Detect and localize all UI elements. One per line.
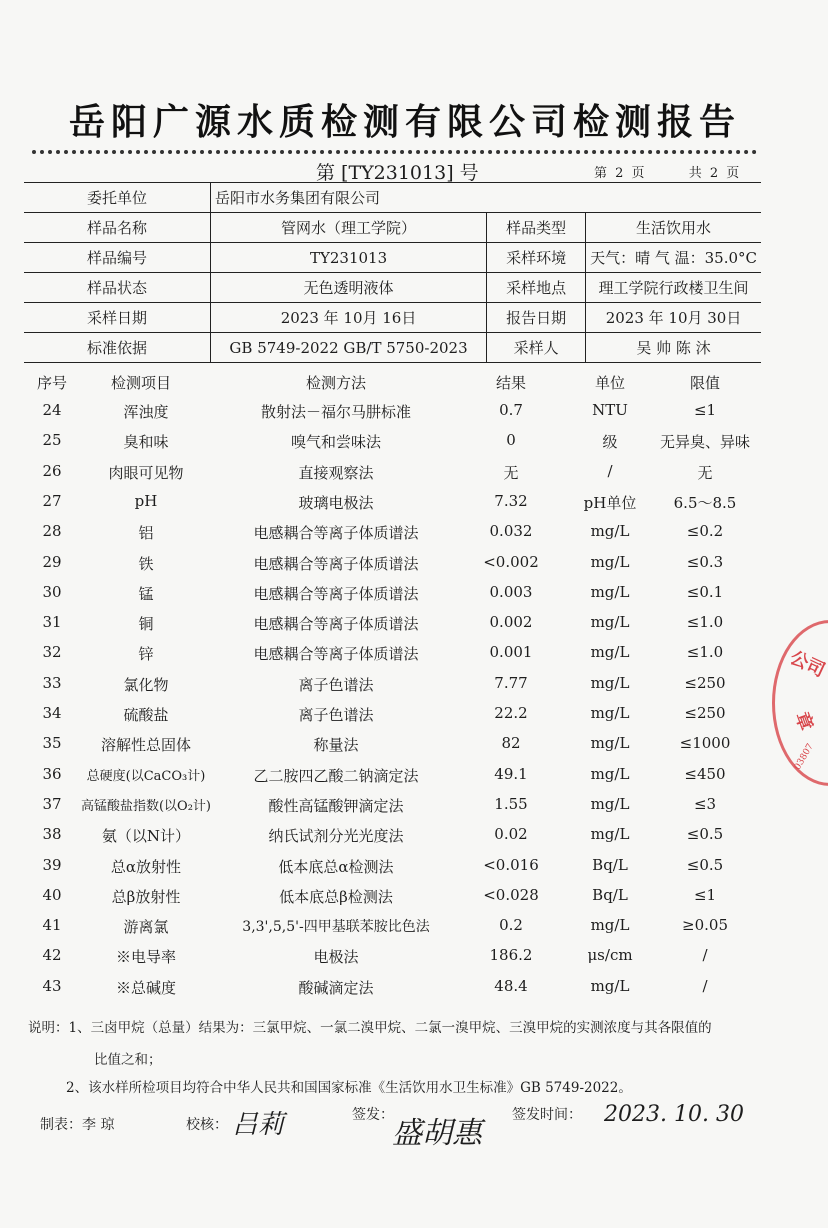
cell-item: 臭和味 (123, 433, 169, 452)
cell-no: 32 (42, 643, 62, 662)
cell-unit: / (607, 461, 613, 480)
cell-limit: ≤3 (693, 794, 717, 813)
total-pages: 共 2 页 (688, 166, 742, 181)
info-row (24, 243, 761, 273)
page-number: 第 2 页 (594, 166, 647, 181)
location-value: 理工学院行政楼卫生间 (586, 273, 761, 303)
cell-result: 48.4 (494, 976, 528, 995)
sampler-value: 吴 帅 陈 沐 (586, 333, 761, 363)
table-row (0, 643, 828, 673)
sample-name-label: 样品名称 (24, 213, 211, 243)
cell-limit: 无异臭、异味 (659, 433, 750, 452)
cell-method: 玻璃电极法 (298, 493, 374, 512)
cell-method: 3,3',5,5'-四甲基联苯胺比色法 (242, 919, 430, 936)
info-row (24, 333, 761, 363)
cell-result: 1.55 (494, 794, 528, 813)
checked-signature: 吕莉 (232, 1110, 285, 1140)
cell-method: 低本底总α检测法 (278, 857, 394, 876)
sample-no-label: 样品编号 (24, 243, 211, 273)
cell-item: 肉眼可见物 (108, 463, 184, 482)
sampler-label: 采样人 (487, 333, 586, 363)
sampling-date-value: 2023 年 10月 16日 (211, 303, 487, 333)
checked-label: 校核： (186, 1117, 228, 1133)
cell-unit: Bq/L (592, 885, 628, 904)
cell-limit: ≤0.2 (686, 522, 724, 541)
cell-unit: mg/L (590, 764, 630, 783)
cell-result: 无 (503, 463, 519, 482)
cell-no: 41 (42, 916, 62, 935)
cell-method: 散射法－福尔马肼标准 (260, 403, 411, 421)
cell-method: 电感耦合等离子体质谱法 (253, 554, 419, 573)
cell-no: 36 (42, 764, 62, 783)
cell-limit: ≤0.1 (686, 582, 724, 601)
report-title: 岳阳广源水质检测有限公司检测报告 (68, 102, 741, 143)
report-date-label: 报告日期 (487, 303, 586, 333)
env-label: 采样环境 (487, 243, 586, 273)
cell-no: 26 (42, 461, 62, 480)
cell-result: 0.002 (489, 613, 533, 632)
prepared-by: 制表：李 琼 (40, 1117, 115, 1133)
cell-unit: mg/L (590, 643, 630, 662)
approved-label: 签发： (352, 1107, 394, 1123)
cell-unit: μs/cm (587, 946, 633, 965)
cell-unit: mg/L (590, 734, 630, 753)
header-unit: 单位 (594, 374, 625, 392)
table-row (0, 825, 828, 855)
dotted-divider (32, 150, 757, 154)
cell-method: 酸性高锰酸钾滴定法 (268, 796, 404, 815)
note-1-cont: 比值之和； (94, 1052, 162, 1068)
cell-unit: mg/L (590, 825, 630, 844)
cell-limit: 无 (697, 463, 713, 482)
table-row (0, 795, 828, 825)
cell-no: 30 (42, 582, 62, 601)
cell-limit: / (702, 946, 708, 965)
cell-limit: ≤250 (684, 704, 726, 722)
approved-signature: 盛胡惠 (392, 1116, 482, 1151)
table-row (0, 765, 828, 795)
cell-result: 0.7 (499, 401, 523, 419)
cell-item: pH (134, 491, 158, 510)
header-result: 结果 (495, 374, 526, 392)
cell-no: 38 (42, 825, 62, 844)
cell-limit: ≥0.05 (682, 916, 728, 935)
cell-item: 高锰酸盐指数(以O₂计) (80, 798, 211, 814)
cell-no: 25 (42, 431, 62, 450)
stamp-code: 03807 (792, 742, 816, 772)
table-row (0, 583, 828, 613)
cell-method: 乙二胺四乙酸二钠滴定法 (253, 766, 419, 785)
env-value: 天气：晴 气 温：35.0°C (586, 243, 761, 273)
table-row (0, 401, 828, 431)
cell-result: 49.1 (494, 764, 528, 783)
cell-item: ※总碱度 (115, 978, 176, 997)
table-row (0, 431, 828, 461)
cell-result: 186.2 (489, 946, 533, 965)
standard-value: GB 5749-2022 GB/T 5750-2023 (211, 333, 487, 363)
cell-result: 0 (506, 431, 516, 450)
table-row (0, 522, 828, 552)
cell-item: ※电导率 (115, 948, 176, 967)
header-no: 序号 (36, 374, 67, 392)
cell-result: 22.2 (494, 704, 528, 722)
note-2: 2、该水样所检项目均符合中华人民共和国国家标准《生活饮用水卫生标准》GB 5749-2022。 (66, 1080, 632, 1096)
cell-item: 总α放射性 (110, 857, 182, 876)
info-row (24, 213, 761, 243)
table-row (0, 462, 828, 492)
stamp-text-2: 章 (790, 709, 817, 734)
cell-no: 34 (42, 704, 62, 722)
cell-unit: mg/L (590, 916, 630, 935)
cell-limit: ≤250 (684, 673, 726, 692)
cell-no: 35 (42, 734, 62, 753)
cell-unit: 级 (602, 433, 618, 452)
cell-method: 低本底总β检测法 (279, 887, 393, 906)
cell-item: 锌 (138, 645, 154, 664)
cell-unit: mg/L (590, 552, 630, 571)
cell-method: 离子色谱法 (298, 675, 374, 694)
cell-item: 浑浊度 (123, 403, 169, 421)
cell-unit: mg/L (590, 613, 630, 632)
info-row (24, 183, 761, 213)
cell-unit: Bq/L (592, 855, 628, 874)
header-limit: 限值 (689, 374, 720, 392)
cell-item: 铜 (138, 615, 154, 634)
cell-item: 硫酸盐 (123, 706, 169, 724)
table-row (0, 886, 828, 916)
state-value: 无色透明液体 (211, 273, 487, 303)
cell-no: 24 (42, 401, 62, 419)
cell-limit: ≤1 (693, 885, 717, 904)
cell-result: 0.2 (499, 916, 523, 935)
cell-item: 游离氯 (123, 918, 169, 937)
results-header-row (0, 372, 828, 402)
cell-no: 27 (42, 491, 62, 510)
cell-item: 氨（以N计） (101, 827, 191, 846)
cell-method: 电感耦合等离子体质谱法 (253, 584, 419, 603)
table-row (0, 674, 828, 704)
cell-no: 43 (42, 976, 62, 995)
state-label: 样品状态 (24, 273, 211, 303)
info-row (24, 303, 761, 333)
cell-limit: 6.5～8.5 (673, 493, 737, 512)
report-number: 第 [TY231013] 号 (316, 162, 479, 184)
cell-method: 电感耦合等离子体质谱法 (253, 524, 419, 543)
cell-unit: mg/L (590, 704, 630, 722)
header-item: 检测项目 (110, 374, 171, 392)
note-1: 说明：1、三卤甲烷（总量）结果为：三氯甲烷、一氯二溴甲烷、二氯一溴甲烷、三溴甲烷的实测浓度与其各限值的 (28, 1020, 712, 1036)
sample-info-table (24, 182, 761, 363)
client-value: 岳阳市水务集团有限公司 (211, 183, 762, 213)
cell-limit: ≤0.5 (686, 825, 724, 844)
cell-method: 离子色谱法 (298, 706, 374, 724)
cell-unit: mg/L (590, 582, 630, 601)
cell-result: <0.016 (483, 855, 539, 874)
cell-result: 7.32 (494, 491, 528, 510)
cell-no: 40 (42, 885, 62, 904)
stamp-text-1: 公司 (786, 647, 828, 682)
header-method: 检测方法 (305, 374, 366, 392)
sample-type-label: 样品类型 (487, 213, 586, 243)
issue-date: 2023. 10. 30 (604, 1102, 744, 1127)
cell-result: 82 (501, 734, 521, 753)
cell-unit: pH单位 (583, 493, 637, 512)
cell-limit: ≤1 (693, 401, 717, 419)
cell-unit: mg/L (590, 976, 630, 995)
standard-label: 标准依据 (24, 333, 211, 363)
cell-result: <0.028 (483, 885, 539, 904)
table-row (0, 856, 828, 886)
table-row (0, 734, 828, 764)
cell-result: 0.003 (489, 582, 533, 601)
table-row (0, 613, 828, 643)
cell-unit: mg/L (590, 673, 630, 692)
cell-item: 铝 (138, 524, 154, 543)
cell-result: 0.032 (489, 522, 533, 541)
page-info (594, 162, 777, 181)
sample-name-value: 管网水（理工学院） (211, 213, 487, 243)
cell-result: 0.001 (489, 643, 533, 662)
cell-result: 0.02 (494, 825, 528, 844)
table-row (0, 553, 828, 583)
report-date-value: 2023 年 10月 30日 (586, 303, 761, 333)
cell-unit: mg/L (590, 794, 630, 813)
cell-method: 纳氏试剂分光光度法 (268, 827, 404, 846)
cell-no: 31 (42, 613, 62, 632)
cell-no: 33 (42, 673, 62, 692)
client-label: 委托单位 (24, 183, 211, 213)
cell-method: 称量法 (313, 736, 359, 755)
cell-unit: NTU (592, 401, 628, 419)
table-row (0, 977, 828, 1007)
cell-no: 28 (42, 522, 62, 541)
cell-item: 氯化物 (123, 675, 169, 694)
sampling-date-label: 采样日期 (24, 303, 211, 333)
cell-no: 42 (42, 946, 62, 965)
cell-item: 总硬度(以CaCO₃计) (86, 768, 206, 784)
cell-limit: ≤450 (684, 764, 726, 783)
table-row (0, 946, 828, 976)
cell-method: 电感耦合等离子体质谱法 (253, 615, 419, 634)
cell-result: 7.77 (494, 673, 528, 692)
cell-limit: ≤0.5 (686, 855, 724, 874)
cell-limit: ≤1000 (679, 734, 731, 753)
cell-no: 29 (42, 552, 62, 571)
table-row (0, 492, 828, 522)
cell-unit: mg/L (590, 522, 630, 541)
table-row (0, 916, 828, 946)
cell-method: 嗅气和尝味法 (290, 433, 381, 452)
info-row (24, 273, 761, 303)
sample-type-value: 生活饮用水 (586, 213, 761, 243)
cell-method: 酸碱滴定法 (298, 978, 374, 997)
sample-no-value: TY231013 (211, 243, 487, 273)
cell-method: 直接观察法 (298, 463, 374, 482)
cell-item: 溶解性总固体 (100, 736, 191, 755)
cell-limit: ≤0.3 (686, 552, 724, 571)
cell-no: 39 (42, 855, 62, 874)
cell-result: <0.002 (483, 552, 539, 571)
cell-item: 铁 (138, 554, 154, 573)
cell-limit: ≤1.0 (686, 613, 724, 632)
cell-no: 37 (42, 794, 62, 813)
cell-limit: / (702, 976, 708, 995)
cell-limit: ≤1.0 (686, 643, 724, 662)
location-label: 采样地点 (487, 273, 586, 303)
cell-method: 电感耦合等离子体质谱法 (253, 645, 419, 664)
cell-method: 电极法 (313, 948, 359, 967)
issue-time-label: 签发时间： (512, 1107, 582, 1123)
cell-item: 总β放射性 (111, 887, 181, 906)
cell-item: 锰 (138, 584, 154, 603)
table-row (0, 704, 828, 734)
